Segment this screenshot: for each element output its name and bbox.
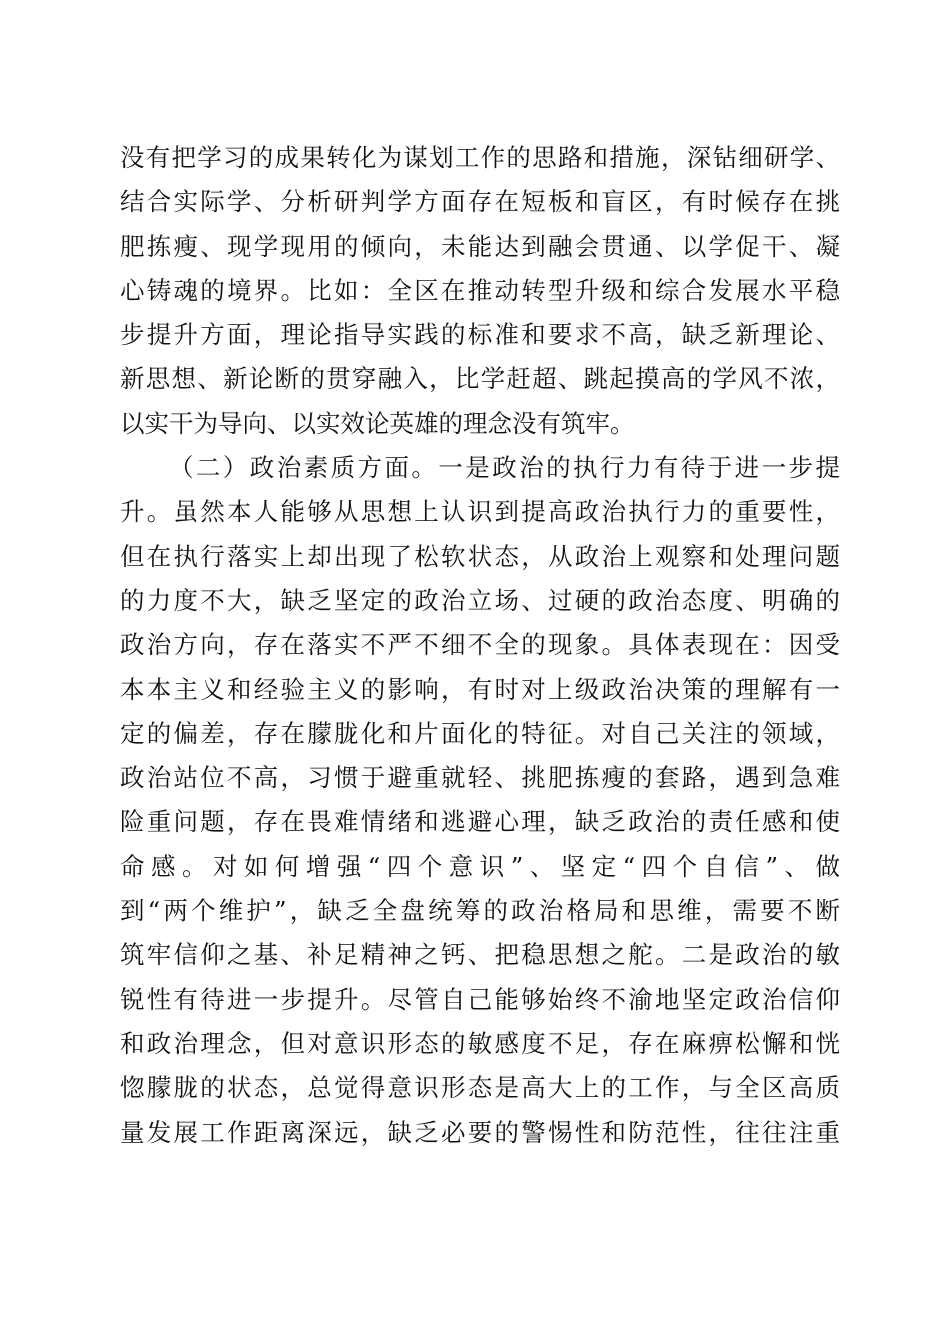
paragraph-line: 新思想、新论断的贯穿融入，比学赶超、跳起摸高的学风不浓， (120, 364, 840, 394)
paragraph-line: 政治站位不高，习惯于避重就轻、挑肥拣瘦的套路，遇到急难 (120, 763, 840, 793)
paragraph-line: 步提升方面，理论指导实践的标准和要求不高，缺乏新理论、 (120, 320, 840, 350)
paragraph-line: 定的偏差，存在朦胧化和片面化的特征。对自己关注的领域， (120, 718, 840, 748)
paragraph-line: 肥拣瘦、现学现用的倾向，未能达到融会贯通、以学促干、凝 (120, 231, 840, 261)
paragraph-line: 量发展工作距离深远，缺乏必要的警惕性和防范性，往往注重 (120, 1117, 840, 1147)
paragraph-line: 筑牢信仰之基、补足精神之钙、把稳思想之舵。二是政治的敏 (120, 940, 840, 970)
document-body (120, 136, 840, 1155)
paragraph-line: 没有把学习的成果转化为谋划工作的思路和措施，深钻细研学、 (120, 143, 840, 172)
paragraph-line: 以实干为导向、以实效论英雄的理念没有筑牢。 (120, 408, 635, 438)
paragraph-line: 政治方向，存在落实不严不细不全的现象。具体表现在：因受 (120, 630, 840, 660)
paragraph-line: 本本主义和经验主义的影响，有时对上级政治决策的理解有一 (120, 674, 840, 704)
paragraph-line: 到“两个维护”，缺乏全盘统筹的政治格局和思维，需要不断 (120, 896, 840, 926)
paragraph-line: 惚朦胧的状态，总觉得意识形态是高大上的工作，与全区高质 (120, 1073, 840, 1103)
paragraph-line: 升。虽然本人能够从思想上认识到提高政治执行力的重要性， (120, 497, 840, 527)
paragraph-line: 锐性有待进一步提升。尽管自己能够始终不渝地坚定政治信仰 (120, 984, 840, 1014)
paragraph-2 (120, 446, 840, 1155)
paragraph-line: 心铸魂的境界。比如：全区在推动转型升级和综合发展水平稳 (120, 275, 840, 305)
paragraph-line: 险重问题，存在畏难情绪和逃避心理，缺乏政治的责任感和使 (120, 807, 840, 837)
paragraph-line: 和政治理念，但对意识形态的敏感度不足，存在麻痹松懈和恍 (120, 1028, 840, 1058)
section-heading-line: （二）政治素质方面。一是政治的执行力有待于进一步提 (169, 453, 840, 483)
paragraph-line: 但在执行落实上却出现了松软状态，从政治上观察和处理问题 (120, 541, 840, 571)
paragraph-line: 命感。对如何增强“四个意识”、坚定“四个自信”、做 (120, 851, 840, 881)
paragraph-line: 结合实际学、分析研判学方面存在短板和盲区，有时候存在挑 (120, 187, 840, 217)
paragraph-1 (120, 136, 840, 446)
paragraph-line: 的力度不大，缺乏坚定的政治立场、过硬的政治态度、明确的 (120, 585, 840, 615)
